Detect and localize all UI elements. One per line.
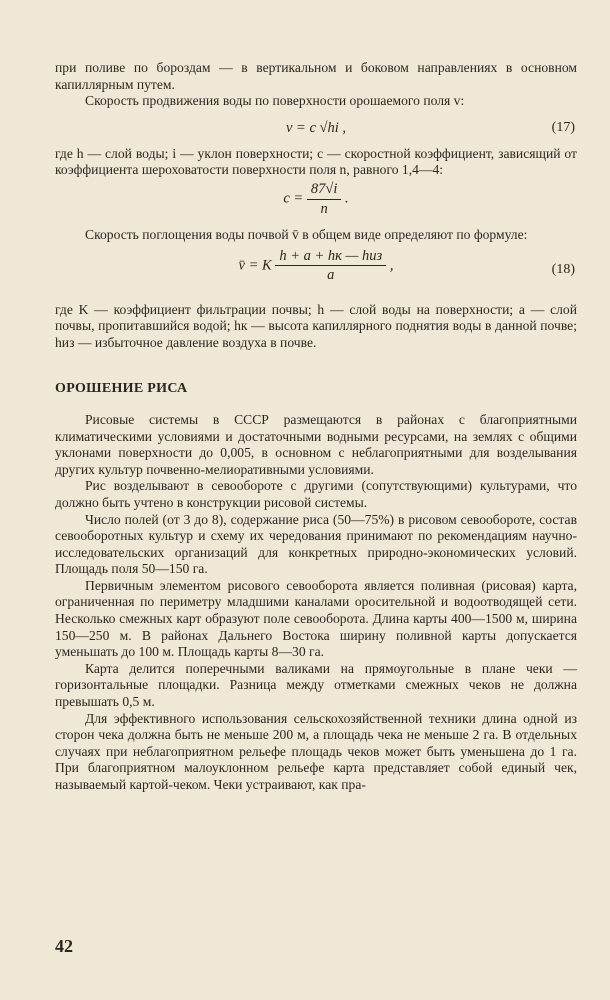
page-text — [55, 60, 577, 794]
formula-lhs: c = — [283, 190, 304, 207]
formula-expression: v = c √hi , — [285, 119, 347, 136]
paragraph: Рисовые системы в СССР размещаются в районах с благоприятными климатическими условиями и достаточными водными ресурсами, на землях с общими уклонами поверхности до 0,005, в основном с неблагоприятными для возделывания других культур почвенно-мелиоративными условиями. — [55, 411, 577, 477]
paragraph: Первичным элементом рисового севооборота является поливная (рисовая) карта, ограниченная по периметру младшими каналами оросительной и водоотводящей сети. Несколько смежных карт образуют поле севооборота. Длина карты 400—1500 м, ширина 150—250 м. В районах Дальнего Востока ширину поливной карты допускается уменьшать до 100 м. Площадь карты 8—30 га. — [55, 577, 577, 660]
fraction — [275, 248, 386, 284]
denominator: n — [320, 200, 328, 217]
formula-number: (17) — [551, 119, 575, 135]
paragraph: Скорость поглощения воды почвой v̄ в общем виде определяют по формуле: — [85, 226, 528, 242]
paragraph: Скорость продвижения воды по поверхности орошаемого поля v: — [85, 93, 465, 109]
page-number: 42 — [55, 936, 73, 956]
denominator: a — [327, 267, 335, 284]
fraction — [307, 181, 342, 217]
numerator: h + a + hк — hиз — [275, 248, 386, 267]
paragraph: Рис возделывают в севообороте с другими (сопутствующими) культурами, что должно быть учтено в конструкции рисовой системы. — [55, 478, 577, 510]
formula-18 — [55, 244, 577, 302]
formula-number: (18) — [551, 261, 575, 277]
formula-tail: . — [344, 190, 349, 207]
formula-lhs: v̄ = K — [238, 256, 272, 273]
paragraph: Для эффективного использования сельскохозяйственной техники длина одной из сторон чека должна быть не меньше 200 м, а площадь чека не меньше 2 га. В отдельных случаях при неблагоприятном рельефе площадь чеков может быть уменьшена до 1 га. При благоприятном малоуклонном рельефе карта представляет собой единый чек, называемый картой-чеком. Чеки устраивают, как пра- — [55, 710, 577, 792]
paragraph: где h — слой воды; i — уклон поверхности; c — скоростной коэффициент, зависящий от коэффициента шероховатости поверхности поля n, равного 1,4—4: — [55, 145, 577, 178]
numerator: 87√i — [307, 181, 342, 200]
paragraph: при поливе по бороздам — в вертикальном и боковом направлениях в основном капиллярным путем. — [55, 60, 577, 92]
formula-tail: , — [389, 256, 394, 273]
paragraph: где K — коэффициент фильтрации почвы; h — слой воды на поверхности; a — слой почвы, пропитавшийся водой; hк — высота капиллярного поднятия воды в данной почве; hиз — избыточное давление воздуха в почве. — [55, 301, 577, 350]
formula-17 — [55, 110, 577, 146]
section-heading: ОРОШЕНИЕ РИСА — [55, 381, 188, 397]
paragraph: Карта делится поперечными валиками на прямоугольные в плане чеки — горизонтальные площадки. Разница между отметками смежных чеков не должна превышать 0,5 м. — [55, 660, 577, 710]
paragraph: Число полей (от 3 до 8), содержание риса (50—75%) в рисовом севообороте, состав севооборотных культур и схему их чередования принимают по рекомендациям научно-исследовательских организаций для конкретных природно-экономических условий. Площадь поля 50—150 га. — [55, 511, 577, 577]
formula-c — [55, 179, 577, 227]
